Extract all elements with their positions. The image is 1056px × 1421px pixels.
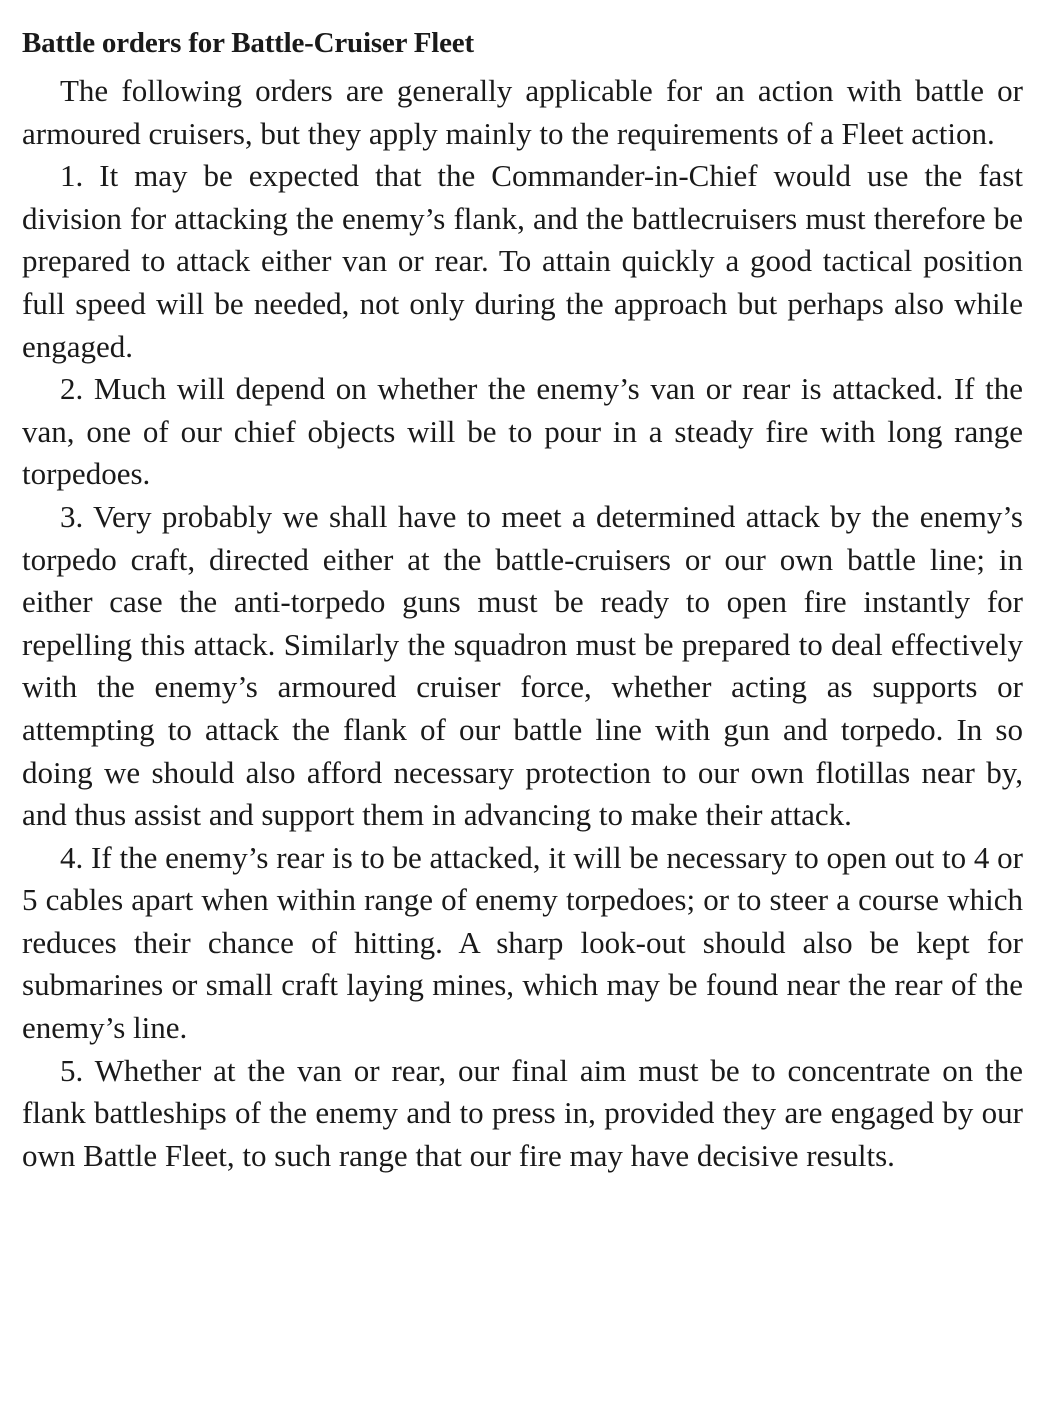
intro-paragraph: The following orders are generally applicable for an action with battle or armoured cruisers, but they apply mainly to the requirements of a Fleet action. (22, 73, 1023, 151)
order-paragraph-4: 4. If the enemy’s rear is to be attacked, it will be necessary to open out to 4 or 5 cables apart when within range of enemy torpedoes; or to steer a course which reduces their chance of hitting. A sharp look-out should also be kept for submarines or small craft laying mines, which may be found near the rear of the enemy’s line. (22, 839, 1023, 1046)
order-paragraph-1: 1. It may be expected that the Commander-in-Chief would use the fast division for attacking the enemy’s flank, and the battlecruisers must therefore be prepared to attack either van or rear. To attain quickly a good tactical position full speed will be needed, not only during the approach but perhaps also while engaged. (22, 158, 1023, 364)
document-page (22, 22, 1023, 1177)
document-heading: Battle orders for Battle-Cruiser Fleet (22, 27, 474, 59)
order-paragraph-3: 3. Very probably we shall have to meet a determined attack by the enemy’s torpedo craft, directed either at the battle-cruisers or our own battle line; in either case the anti-torpedo guns must be ready to open fire instantly for repelling this attack. Similarly the squadron must be prepared to deal effectively with the enemy’s armoured cruiser force, whether acting as supports or attempting to attack the flank of our battle line with gun and torpedo. In so doing we should also afford necessary protection to our own flotillas near by, and thus assist and support them in advancing to make their attack. (22, 498, 1023, 833)
order-paragraph-5: 5. Whether at the van or rear, our final aim must be to concentrate on the flank battleships of the enemy and to press in, provided they are engaged by our own Battle Fleet, to such range that our fire may have decisive results. (22, 1052, 1023, 1173)
order-paragraph-2: 2. Much will depend on whether the enemy’s van or rear is attacked. If the van, one of our chief objects will be to pour in a steady fire with long range torpedoes. (22, 371, 1023, 492)
